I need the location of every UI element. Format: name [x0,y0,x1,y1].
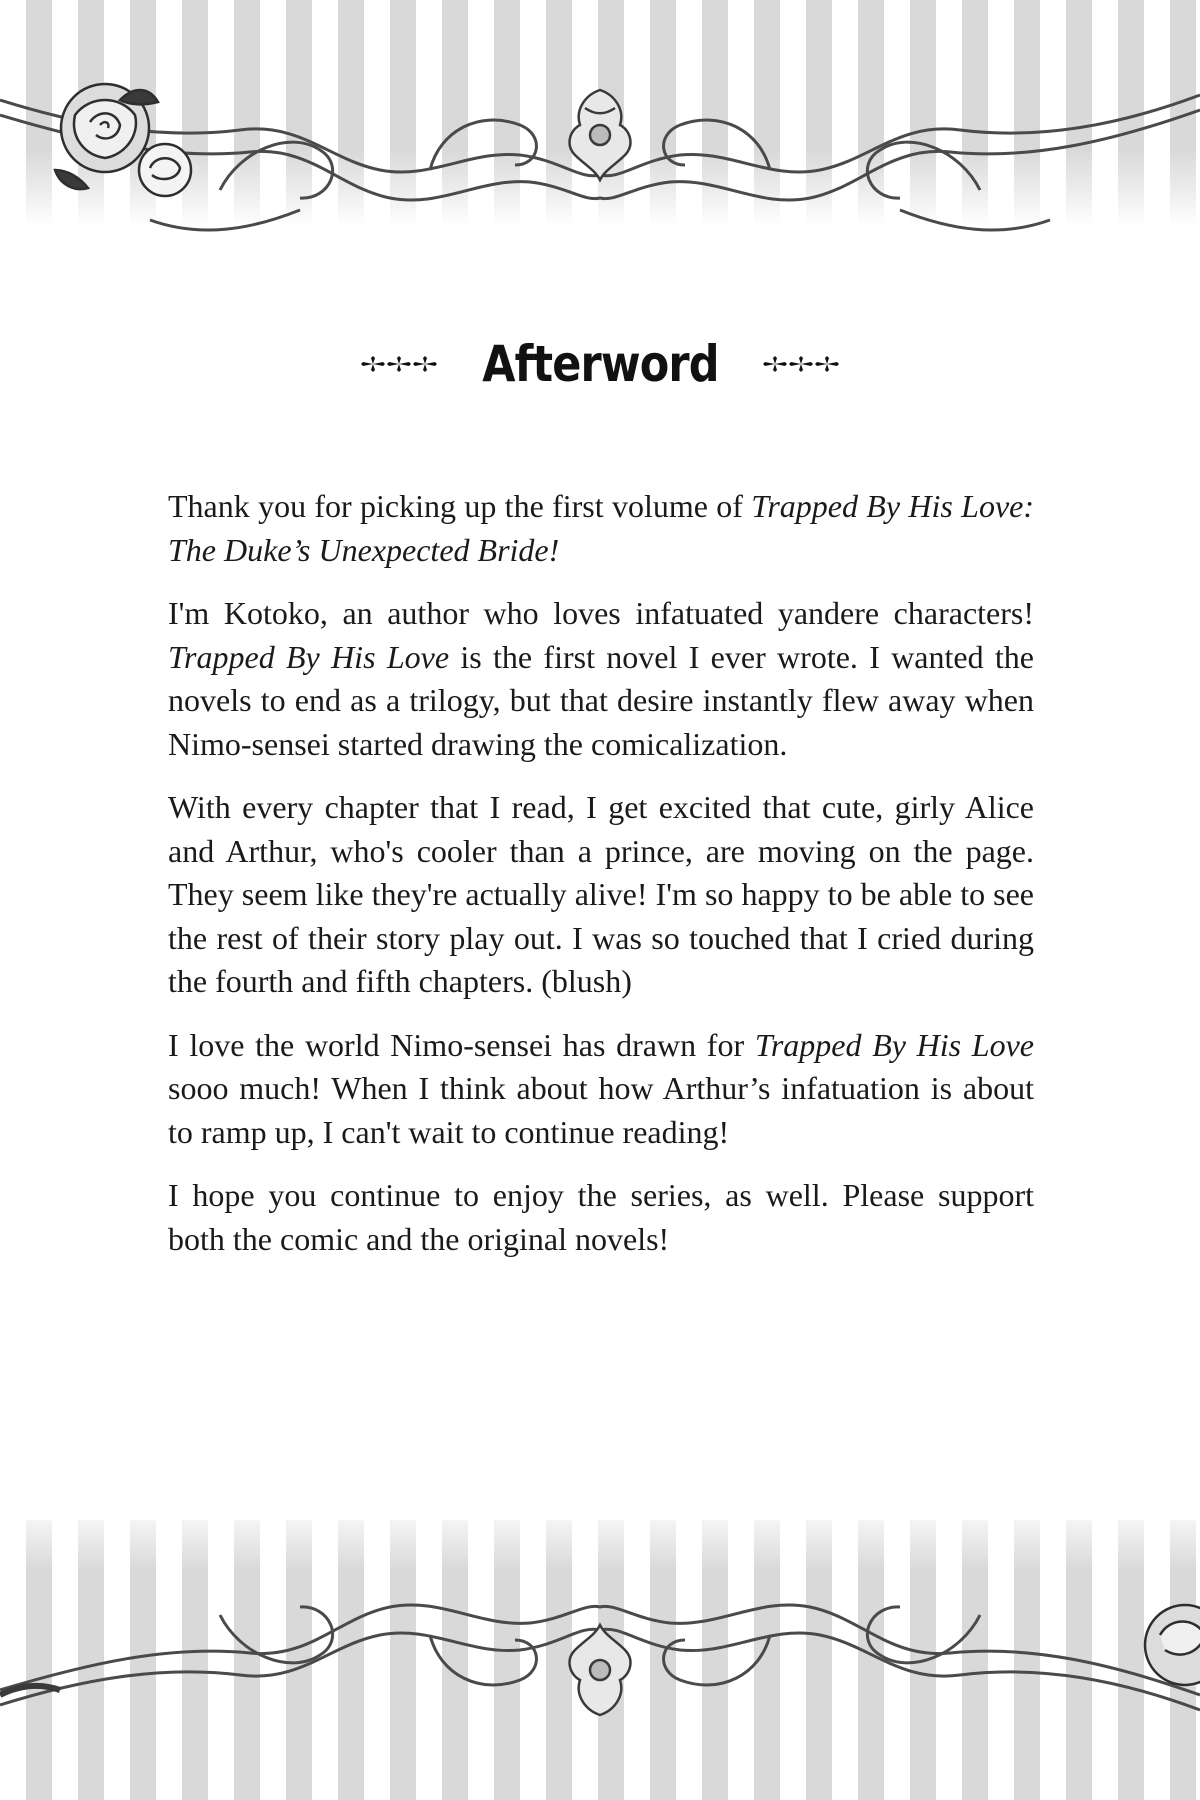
paragraph-text: Thank you for picking up the first volume of [168,488,752,524]
sparkle-icon [763,354,839,374]
paragraph-3 [168,786,1034,1004]
heading-row [0,335,1200,393]
paragraph-text: With every chapter that I read, I get excited that cute, girly Alice and Arthur, who's cooler than a prince, are moving on the page. They seem like they're actually alive! I'm so happy to be able to see the rest of their story play out. I was so touched that I cried during the fourth and fifth chapters. (blush) [168,789,1034,999]
paragraph-1 [168,485,1034,572]
paragraph-text: I love the world Nimo-sensei has drawn for [168,1026,755,1063]
book-title-italic: Trapped By His Love [168,638,450,675]
paragraph-2 [168,592,1034,766]
paragraph-text: sooo much! When I think about how Arthur’s infatuation is about to ramp up, I can't wait to continue reading! [168,1070,1034,1150]
bottom-ornament-border [0,1545,1200,1735]
paragraph-text: is the first novel I ever wrote. I wanted the novels to end as a trilogy, but that desire instantly flew away when Nimo-sensei started drawing the comicalization. [168,638,1035,762]
left-sparkle-decoration [361,354,437,374]
right-sparkle-decoration [763,354,839,374]
book-title-italic: Trapped By His Love: The Duke’s Unexpected Bride! [168,488,1035,568]
paragraph-5 [168,1174,1034,1261]
afterword-body [168,485,1034,1281]
paragraph-text: I hope you continue to enjoy the series, as well. Please support both the comic and the original novels! [168,1177,1034,1257]
book-title-italic: Trapped By His Love [754,1026,1035,1063]
page-title: Afterword [481,335,719,393]
top-ornament-border [0,70,1200,270]
sparkle-icon [361,354,437,374]
paragraph-4 [168,1024,1034,1155]
paragraph-text: I'm Kotoko, an author who loves infatuated yandere characters! [168,595,1034,631]
